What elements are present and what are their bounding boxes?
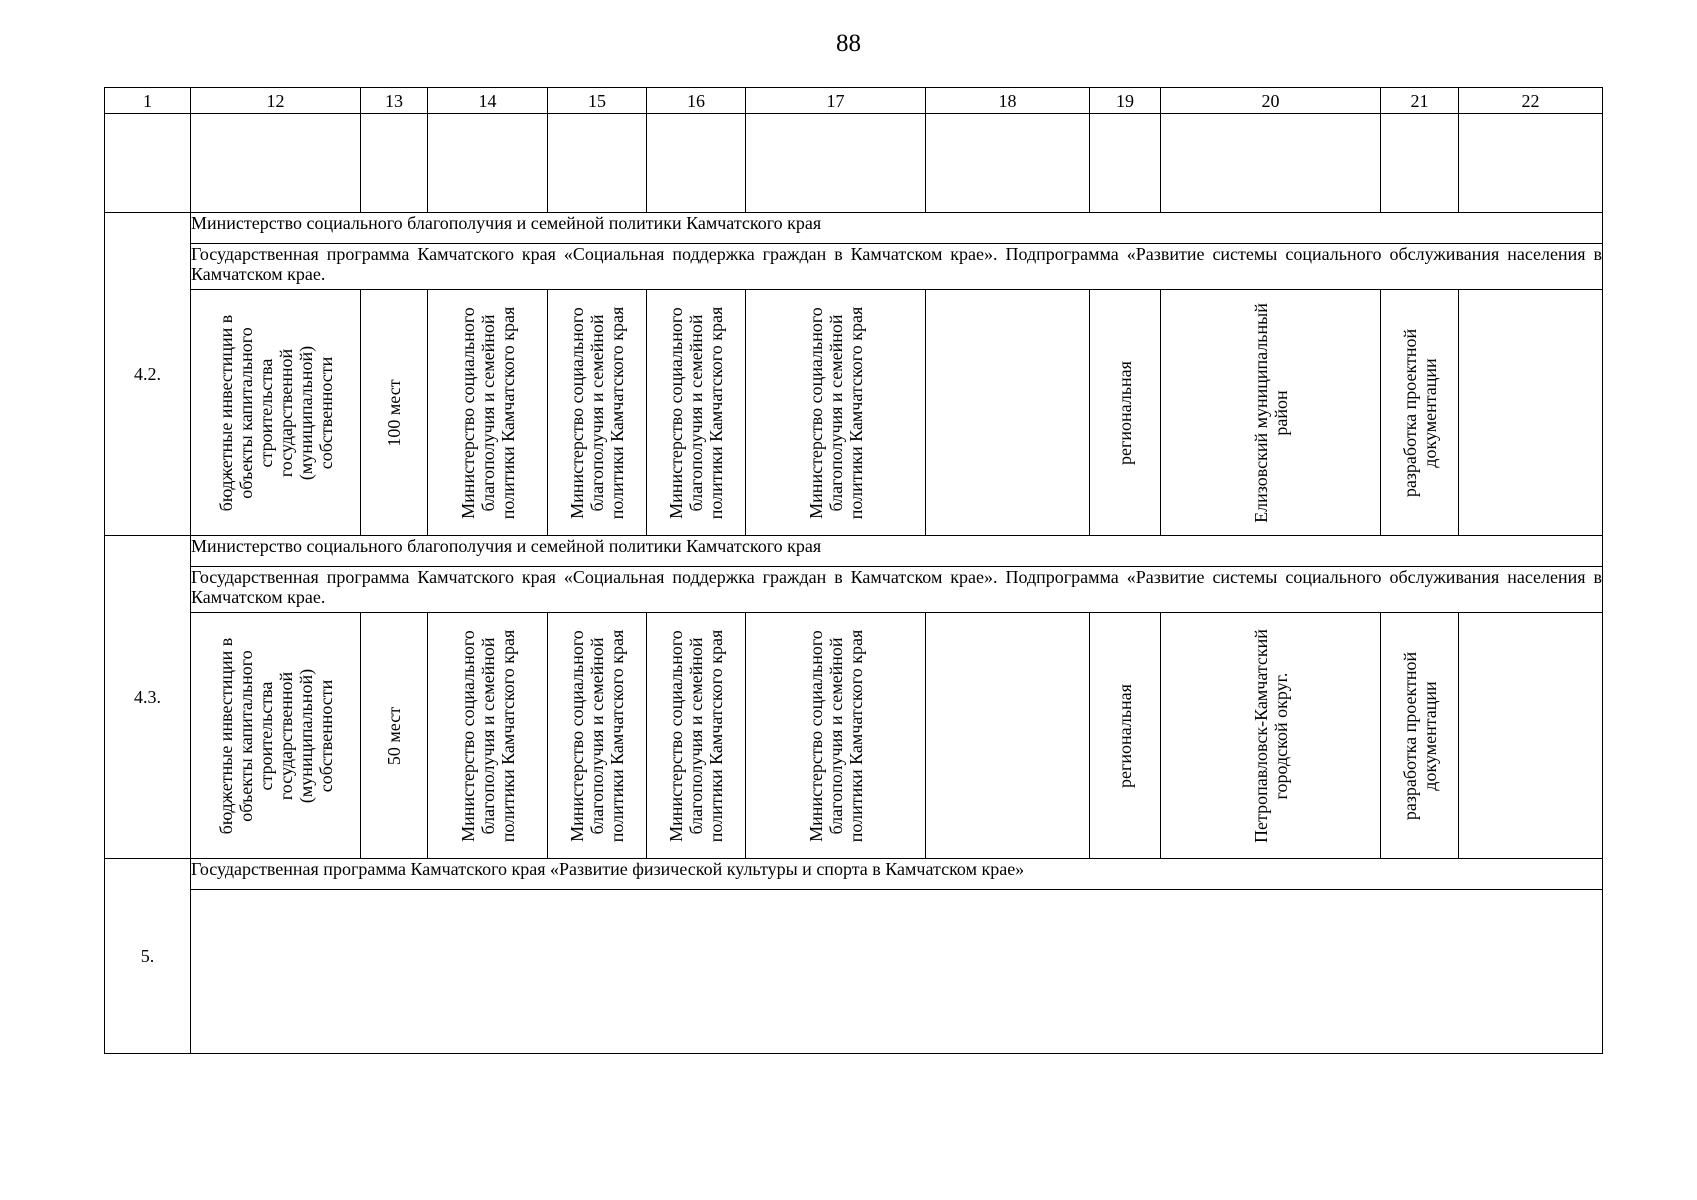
cell-investment-type: бюджетные инвестиции в объекты капитального строительства государственной (муниципальной) собственности [191, 613, 361, 859]
empty-cell [191, 890, 1603, 1054]
row-number: 4.2. [105, 213, 191, 536]
cell-municipality: Петропавловск-Камчатский городской округ. [1161, 613, 1381, 859]
header-cell: 1 [105, 88, 191, 114]
row-number: 5. [105, 859, 191, 1054]
header-row [105, 88, 1603, 114]
cell-ministry-16: Министерство социального благополучия и семейной политики Камчатского края [647, 613, 746, 859]
header-cell: 22 [1459, 88, 1603, 114]
table-row [105, 244, 1603, 290]
program-name: Государственная программа Камчатского края «Развитие физической культуры и спорта в Камчатском крае» [191, 859, 1603, 890]
cell-22 [1459, 613, 1603, 859]
cell-level: региональная [1090, 613, 1161, 859]
cell-municipality: Елизовский муниципальный район [1161, 290, 1381, 536]
ministry-name: Министерство социального благополучия и семейной политики Камчатского края [191, 213, 1603, 244]
table-row [105, 567, 1603, 613]
header-cell: 19 [1090, 88, 1161, 114]
header-cell: 20 [1161, 88, 1381, 114]
cell-ministry-14: Министерство социального благополучия и семейной политики Камчатского края [428, 290, 548, 536]
cell-ministry-15: Министерство социального благополучия и семейной политики Камчатского края [548, 613, 647, 859]
data-table [104, 87, 1603, 1054]
cell-18 [926, 613, 1090, 859]
blank-row [105, 114, 1603, 213]
header-cell: 14 [428, 88, 548, 114]
header-cell: 15 [548, 88, 647, 114]
header-cell: 21 [1381, 88, 1459, 114]
program-name: Государственная программа Камчатского края «Социальная поддержка граждан в Камчатском крае». Подпрограмма «Развитие системы социального обслуживания населения в Камчатском крае. [191, 567, 1603, 613]
cell-ministry-17: Министерство социального благополучия и семейной политики Камчатского края [746, 290, 926, 536]
header-cell: 13 [361, 88, 428, 114]
header-cell: 18 [926, 88, 1090, 114]
program-name: Государственная программа Камчатского края «Социальная поддержка граждан в Камчатском крае». Подпрограмма «Развитие системы социального обслуживания населения в Камчатском крае. [191, 244, 1603, 290]
cell-stage: разработка проектной документации [1381, 613, 1459, 859]
cell-stage: разработка проектной документации [1381, 290, 1459, 536]
ministry-name: Министерство социального благополучия и семейной политики Камчатского края [191, 536, 1603, 567]
page-number: 88 [836, 30, 861, 57]
cell-18 [926, 290, 1090, 536]
cell-22 [1459, 290, 1603, 536]
cell-capacity: 50 мест [361, 613, 428, 859]
cell-ministry-16: Министерство социального благополучия и семейной политики Камчатского края [647, 290, 746, 536]
cell-ministry-15: Министерство социального благополучия и семейной политики Камчатского края [548, 290, 647, 536]
table-row [105, 290, 1603, 536]
table-row [105, 213, 1603, 244]
cell-investment-type: бюджетные инвестиции в объекты капитального строительства государственной (муниципальной) собственности [191, 290, 361, 536]
cell-capacity: 100 мест [361, 290, 428, 536]
header-cell: 12 [191, 88, 361, 114]
cell-ministry-17: Министерство социального благополучия и семейной политики Камчатского края [746, 613, 926, 859]
cell-ministry-14: Министерство социального благополучия и семейной политики Камчатского края [428, 613, 548, 859]
row-number: 4.3. [105, 536, 191, 859]
table-row [105, 890, 1603, 1054]
header-cell: 17 [746, 88, 926, 114]
header-cell: 16 [647, 88, 746, 114]
table-row [105, 536, 1603, 567]
table-row [105, 613, 1603, 859]
cell-level: региональная [1090, 290, 1161, 536]
table-row [105, 859, 1603, 890]
